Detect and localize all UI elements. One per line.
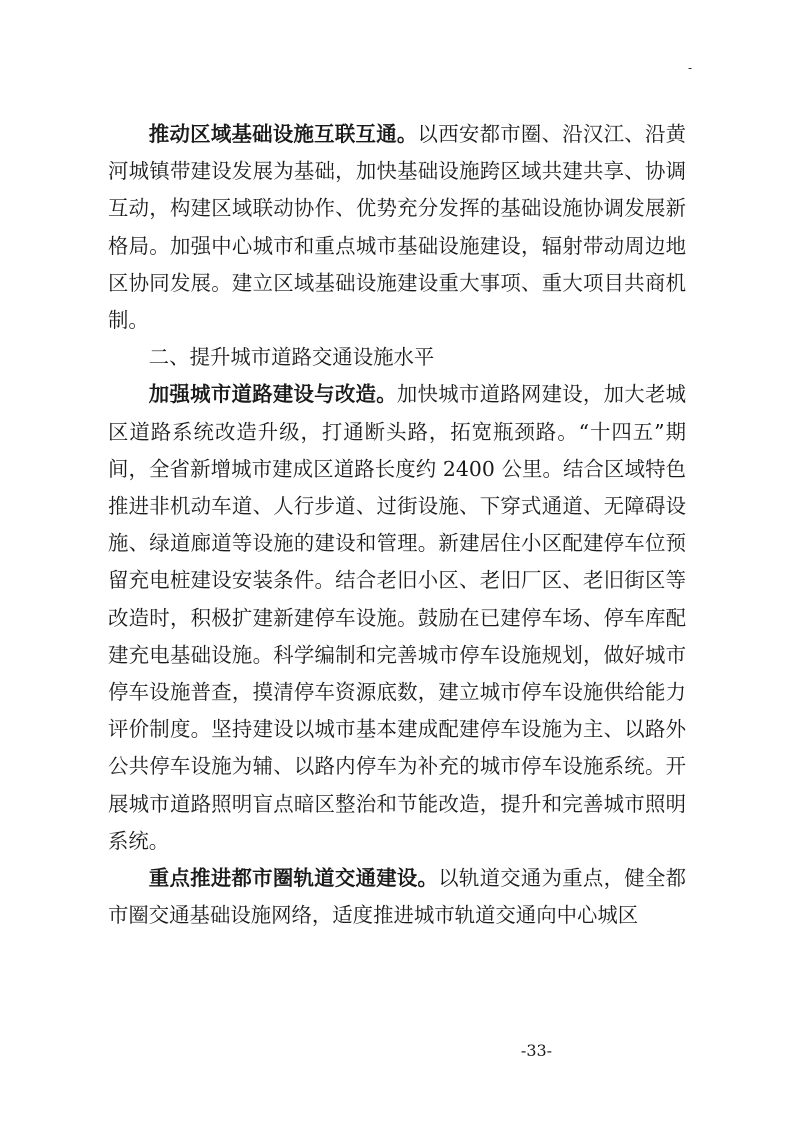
paragraph-text: 以轨道交通为重点，健全都市圈交通基础设施网络，适度推进城市轨道交通向中心城区 <box>108 866 687 928</box>
paragraph-lead: 推动区域基础设施互联互通。 <box>148 122 418 146</box>
paragraph-text: 加快城市道路网建设，加大老城区道路系统改造升级，打通断头路，拓宽瓶颈路。“十四五”期间，全省新增城市建成区道路长度约 2400 公里。结合区域特色推进非机动车道、人行步道、过街设施、下穿式通道、无障碍设施、绿道廊道等设施的建设和管理。新建居住小区配建停车位预留充电桩建设安装条件。结合老旧小区、老旧厂区、老旧街区等改造时，积极扩建新建停车设施。鼓励在已建停车场、停车库配建充电基础设施。科学编制和完善城市停车设施规划，做好城市停车设施普查，摸清停车资源底数，建立城市停车设施供给能力评价制度。坚持建设以城市基本建成配建停车设施为主、以路外公共停车设施为辅、以路内停车为补充的城市停车设施系统。开展城市道路照明盲点暗区整治和节能改造，提升和完善城市照明系统。 <box>108 382 687 853</box>
paragraph-text: 以西安都市圈、沿汉江、沿黄河城镇带建设发展为基础，加快基础设施跨区域共建共享、协调互动，构建区域联动协作、优势充分发挥的基础设施协调发展新格局。加强中心城市和重点城市基础设施建设，辐射带动周边地区协同发展。建立区域基础设施建设重大事项、重大项目共商机制。 <box>108 122 687 333</box>
corner-mark: - <box>688 61 693 75</box>
section-heading: 二、提升城市道路交通设施水平 <box>148 345 435 370</box>
paragraph-lead: 加强城市道路建设与改造。 <box>148 382 397 407</box>
paragraph-urban-roads <box>108 376 686 860</box>
paragraph-regional-infrastructure <box>108 116 686 339</box>
paragraph-rail-transit <box>108 860 686 934</box>
document-body <box>108 116 686 934</box>
paragraph-lead: 重点推进都市圈轨道交通建设。 <box>148 866 439 891</box>
page-number: -33- <box>520 1041 553 1060</box>
